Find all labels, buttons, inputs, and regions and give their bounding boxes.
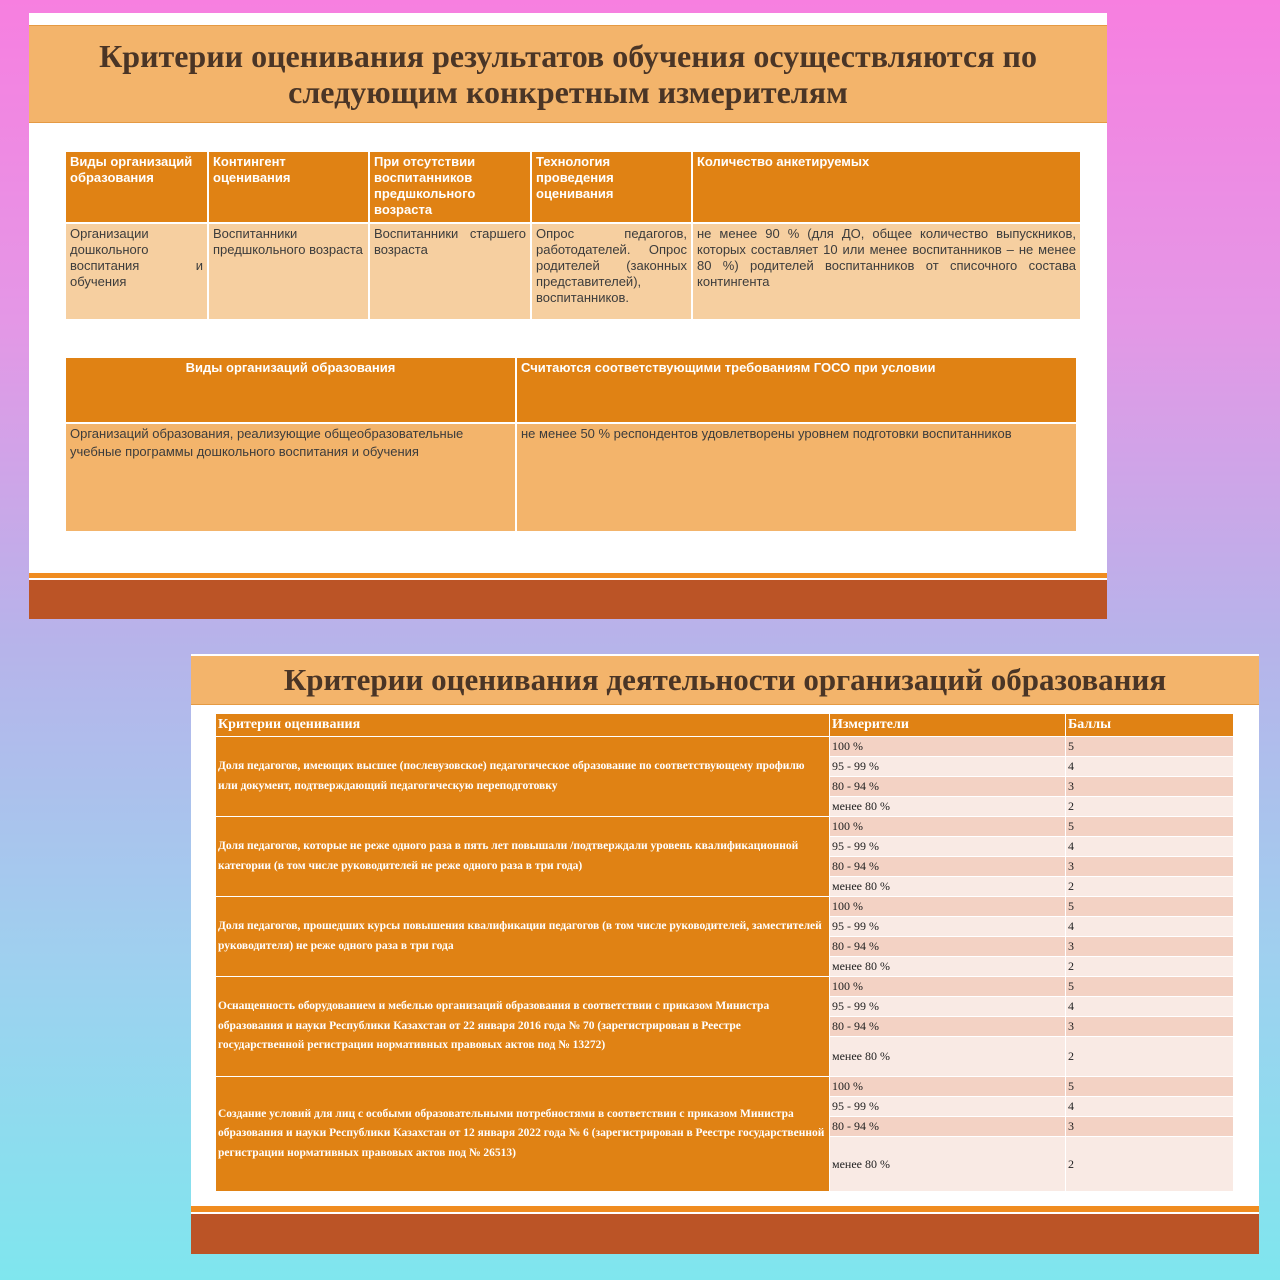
column-header: Контингент оценивания xyxy=(209,152,368,222)
footer-accent-line xyxy=(191,1206,1259,1212)
score-cell: 2 xyxy=(1066,1137,1234,1192)
measures-table xyxy=(64,150,1082,321)
table-cell: Опрос педагогов, работодателей. Опрос родителей (законных представителей), воспитанников. xyxy=(532,224,691,319)
column-header: Считаются соответствующими требованиям ГОСО при условии xyxy=(517,358,1076,422)
criterion-cell: Оснащенность оборудованием и мебелью организаций образования в соответствии с приказом Министра образования и науки Республики Казахстан от 22 января 2016 года № 70 (зарегистрирован в Реестре государственной регистрации нормативных правовых актов под № 13272) xyxy=(216,977,830,1077)
measure-cell: 100 % xyxy=(830,977,1066,997)
measure-cell: 100 % xyxy=(830,897,1066,917)
slide-learning-results xyxy=(29,13,1107,619)
score-cell: 2 xyxy=(1066,877,1234,897)
table-cell: Воспитанники старшего возраста xyxy=(370,224,530,319)
footer-accent-line xyxy=(29,573,1107,578)
measure-cell: 100 % xyxy=(830,817,1066,837)
slide1-title: Критерии оценивания результатов обучения осуществляются по следующим конкретным измерителям xyxy=(29,25,1107,123)
table-cell: Воспитанники предшкольного возраста xyxy=(209,224,368,319)
column-header: Критерии оценивания xyxy=(216,714,830,737)
column-header: Виды организаций образования xyxy=(66,358,515,422)
table-cell: не менее 90 % (для ДО, общее количество выпускников, которых составляет 10 или менее воспитанников – не менее 80 %) родителей воспитанников от списочного состава контингента xyxy=(693,224,1080,319)
criterion-cell: Доля педагогов, которые не реже одного раза в пять лет повышали /подтверждали уровень квалификационной категории (в том числе руководителей не реже одного раза в три года) xyxy=(216,817,830,897)
score-cell: 2 xyxy=(1066,957,1234,977)
measure-cell: менее 80 % xyxy=(830,1137,1066,1192)
measure-cell: 95 - 99 % xyxy=(830,1097,1066,1117)
requirements-table xyxy=(64,356,1078,533)
measure-cell: менее 80 % xyxy=(830,877,1066,897)
table-row xyxy=(216,977,1234,997)
measure-cell: менее 80 % xyxy=(830,797,1066,817)
score-cell: 3 xyxy=(1066,937,1234,957)
measure-cell: менее 80 % xyxy=(830,1037,1066,1077)
table-cell: Организации дошкольного воспитания и обучения xyxy=(66,224,207,319)
table-row xyxy=(66,224,1080,319)
score-cell: 5 xyxy=(1066,737,1234,757)
table-cell: не менее 50 % респондентов удовлетворены уровнем подготовки воспитанников xyxy=(517,424,1076,531)
column-header: При отсутствии воспитанников предшкольного возраста xyxy=(370,152,530,222)
score-cell: 2 xyxy=(1066,797,1234,817)
criterion-cell: Доля педагогов, имеющих высшее (послевузовское) педагогическое образование по соответствующему профилю или документ, подтверждающий педагогическую переподготовку xyxy=(216,737,830,817)
score-cell: 4 xyxy=(1066,997,1234,1017)
column-header: Количество анкетируемых xyxy=(693,152,1080,222)
measure-cell: 95 - 99 % xyxy=(830,917,1066,937)
column-header: Виды организаций образования xyxy=(66,152,207,222)
score-cell: 5 xyxy=(1066,977,1234,997)
score-cell: 3 xyxy=(1066,777,1234,797)
table-cell: Организаций образования, реализующие общеобразовательные учебные программы дошкольного воспитания и обучения xyxy=(66,424,515,531)
score-cell: 2 xyxy=(1066,1037,1234,1077)
score-cell: 5 xyxy=(1066,897,1234,917)
measure-cell: 80 - 94 % xyxy=(830,937,1066,957)
score-cell: 3 xyxy=(1066,1117,1234,1137)
table-header-row xyxy=(66,152,1080,222)
score-cell: 4 xyxy=(1066,757,1234,777)
table-row xyxy=(216,1077,1234,1097)
measure-cell: 80 - 94 % xyxy=(830,857,1066,877)
table-row xyxy=(66,424,1076,531)
column-header: Баллы xyxy=(1066,714,1234,737)
score-cell: 3 xyxy=(1066,857,1234,877)
table-row xyxy=(216,817,1234,837)
criterion-cell: Доля педагогов, прошедших курсы повышения квалификации педагогов (в том числе руководителей, заместителей руководителя) не реже одного раза в три года xyxy=(216,897,830,977)
score-cell: 4 xyxy=(1066,1097,1234,1117)
score-cell: 4 xyxy=(1066,917,1234,937)
table-row xyxy=(216,737,1234,757)
score-cell: 5 xyxy=(1066,817,1234,837)
criteria-table xyxy=(215,713,1234,1192)
table-row xyxy=(216,897,1234,917)
measure-cell: 80 - 94 % xyxy=(830,1017,1066,1037)
measure-cell: 95 - 99 % xyxy=(830,837,1066,857)
measure-cell: 80 - 94 % xyxy=(830,1117,1066,1137)
score-cell: 4 xyxy=(1066,837,1234,857)
score-cell: 3 xyxy=(1066,1017,1234,1037)
footer-bar xyxy=(29,580,1107,619)
score-cell: 5 xyxy=(1066,1077,1234,1097)
table-header-row xyxy=(216,714,1234,737)
measure-cell: 95 - 99 % xyxy=(830,997,1066,1017)
measure-cell: 100 % xyxy=(830,1077,1066,1097)
criterion-cell: Создание условий для лиц с особыми образовательными потребностями в соответствии с приказом Министра образования и науки Республики Казахстан от 12 января 2022 года № 6 (зарегистрирован в Реестре государственной регистрации нормативных правовых актов под № 26513) xyxy=(216,1077,830,1192)
measure-cell: 95 - 99 % xyxy=(830,757,1066,777)
slide2-title: Критерии оценивания деятельности организаций образования xyxy=(191,656,1259,705)
footer-bar xyxy=(191,1214,1259,1254)
column-header: Измерители xyxy=(830,714,1066,737)
slide-organization-criteria xyxy=(191,654,1259,1254)
column-header: Технология проведения оценивания xyxy=(532,152,691,222)
measure-cell: 100 % xyxy=(830,737,1066,757)
table-header-row xyxy=(66,358,1076,422)
measure-cell: менее 80 % xyxy=(830,957,1066,977)
measure-cell: 80 - 94 % xyxy=(830,777,1066,797)
